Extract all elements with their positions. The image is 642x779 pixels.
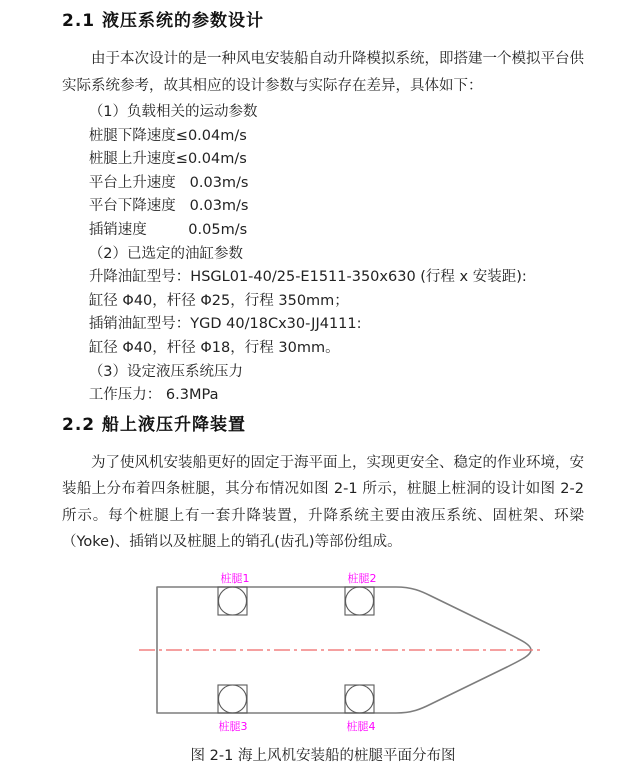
pile-leg-2: [345, 587, 374, 615]
pile-label-2: 桩腿2: [347, 571, 377, 585]
pile-label-1: 桩腿1: [220, 571, 250, 585]
section-2-1-heading: 2.1 液压系统的参数设计: [62, 11, 265, 31]
param-line: 缸径 Φ40，杆径 Φ18，行程 30mm。: [88, 339, 340, 356]
param-line: （2）已选定的油缸参数: [88, 245, 244, 262]
pile-label-3: 桩腿3: [218, 719, 248, 733]
figure-2-1: [62, 562, 584, 766]
section-2-1-intro-paragraph: 由于本次设计的是一种风电安装船自动升降模拟系统，即搭建一个模拟平台供实际系统参考，故其相应的设计参数与实际存在差异，具体如下：: [62, 51, 584, 94]
ship-pile-layout-diagram: [62, 562, 584, 740]
pile-leg-1: [218, 587, 247, 615]
pile-leg-4: [345, 685, 374, 713]
pile-label-4: 桩腿4: [346, 719, 376, 733]
parameter-list: [62, 101, 584, 408]
param-line: 升降油缸型号：HSGL01-40/25-E1511-350x630 (行程 x 安装距):: [88, 269, 527, 286]
pile-leg-3: [218, 685, 247, 713]
section-2-2-paragraph: 为了使风机安装船更好的固定于海平面上，实现更安全、稳定的作业环境，安装船上分布着四条桩腿，其分布情况如图 2-1 所示，桩腿上桩洞的设计如图 2-2 所示。每个桩腿上有一套升降装置，升降系统主要由液压系统、固桩架、环梁（Yoke)、插销以及桩腿上的销孔(齿孔)等部份组成。: [62, 454, 584, 551]
param-line: 平台上升速度 0.03m/s: [88, 174, 249, 191]
param-line: 平台下降速度 0.03m/s: [88, 198, 249, 215]
param-line: 桩腿上升速度≤0.04m/s: [88, 151, 247, 168]
param-line: 工作压力： 6.3MPa: [88, 387, 219, 404]
param-line: 缸径 Φ40，杆径 Φ25，行程 350mm；: [88, 292, 349, 309]
section-2-2-heading: 2.2 船上液压升降装置: [62, 414, 247, 435]
param-line: 桩腿下降速度≤0.04m/s: [88, 127, 247, 144]
param-line: 插销油缸型号：YGD 40/18Cx30-JJ4111:: [88, 316, 362, 333]
param-line: 插销速度 0.05m/s: [88, 221, 248, 238]
param-line: （3）设定液压系统压力: [88, 363, 244, 380]
param-line: （1）负载相关的运动参数: [88, 104, 258, 120]
figure-caption: 图 2-1 海上风机安装船的桩腿平面分布图: [190, 747, 456, 764]
